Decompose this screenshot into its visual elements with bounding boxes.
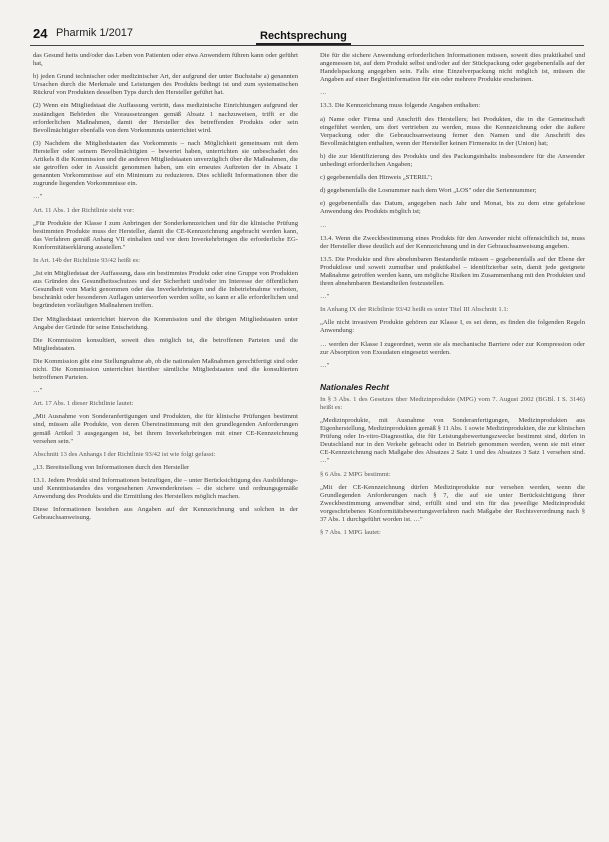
list-item: a) Name oder Firma und Anschrift des Herstellers; bei Produkten, die in die Gemeinschaft eingeführt werden, um dort vertrieben zu werden, muss die Kennzeichnung oder die äußere Verpackung oder die Gebrauchsanweisung ferner den Namen und die Anschrift des Bevollmächtigten enthalten, wenn der Hersteller keinen Firmensitz in der (Union) hat; [320,115,585,147]
paragraph: Art. 11 Abs. 1 der Richtlinie sieht vor: [33,206,135,214]
right-column [320,52,585,542]
list-item: b) die zur Identifizierung des Produkts und des Packungsinhalts insbesondere für die Anwender unbedingt erforderlichen Angaben; [320,152,585,169]
paragraph: 13.4. Wenn die Zweckbestimmung eines Produkts für den Anwender nicht offensichtlich ist, muss der Hersteller diese deutlich auf der Kennzeichnung und in der Gebrauchsanweisung angeben. [320,234,585,250]
journal-title: Pharmik 1/2017 [56,27,134,39]
paragraph: das Gesund heits und/oder das Leben von Patienten oder etwa Anwendern führen kann oder geführt hat, [33,52,298,68]
ellipsis-marker: … [320,89,327,97]
paragraph: (2) Wenn ein Mitgliedstaat die Auffassung vertritt, dass medizinische Einrichtungen aufgrund der zuständigen Behörden die Voraussetzungen gemäß Absatz 1 nachzuweisen, trifft er die erforderlichen Maßnahmen, damit der Hersteller des betreffenden Produkts oder sein Bevollmächtigter ebenfalls von dem Vorkommnis unterrichtet wird. [33,102,298,134]
quote-paragraph: „Für Produkte der Klasse I zum Anbringen der Sonderkennzeichen und für die klinische Prüfung bestimmten Produkte muss der Hersteller, damit die CE-Kennzeichnung angebracht werden kann, das Verfahren gemäß Anhang VII einhalten und vor dem Inverkehrbringen die erforderliche EG-Konformitätserklärung ausstellen." [33,219,298,251]
quote-paragraph: „Mit Ausnahme von Sonderanfertigungen und Produkten, die für klinische Prüfungen bestimmt sind, müssen alle Produkte, von deren Übereinstimmung mit den grundlegenden Anforderungen gemäß Artikel 3 ausgegangen ist, bei ihrem Inverkehrbringen mit einer CE-Kennzeichnung versehen sein." [33,413,298,445]
paragraph: Art. 17 Abs. 1 dieser Richtlinie lautet: [33,400,134,408]
quote-paragraph: „13. Bereitstellung von Informationen durch den Hersteller [33,463,190,471]
page-header [0,0,609,48]
page-number: 24 [33,26,48,41]
quote-paragraph: „Ist ein Mitgliedstaat der Auffassung, dass ein bestimmtes Produkt oder eine Gruppe von Produkten aus Gründen des Gesundheitsschutzes und der Sicherheit und/oder im Interesse der öffentlichen Gesundheit vom Markt genommen oder das Inverkehrbringen und die Inbetriebnahme verboten, beschränkt oder besonderen Auflagen unterworfen werden sollte, so kann er alle erforderlichen und begründeten vorläufigen Maßnahmen treffen. [33,270,298,310]
paragraph: 13.3. Die Kennzeichnung muss folgende Angaben enthalten: [320,102,481,110]
paragraph: 13.5. Die Produkte und ihre abnehmbaren Bestandteile müssen – gegebenenfalls auf der Ebene der Produktlose und soweit zumutbar und praktikabel – identifizierbar sein, damit jede geeignete Maßnahme getroffen werden kann, um mögliche Risiken im Zusammenhang mit den Produkten und ihren abnehmbaren Bestandteilen festzustellen. [320,255,585,288]
quote-paragraph: „Mit der CE-Kennzeichnung dürfen Medizinprodukte nur versehen werden, wenn die Grundlegenden Anforderungen nach § 7, die auf sie unter Berücksichtigung ihrer Zweckbestimmung anwendbar sind, erfüllt sind und ein für das jeweilige Medizinprodukt vorgeschriebenes Konformitätsbewertungsverfahren nach Maßgabe der Rechtsverordnung nach § 37 Abs. 1 durchgeführt worden ist. …" [320,483,585,524]
ellipsis-marker: …" [320,293,330,301]
section-title: Rechtsprechung [256,30,351,45]
paragraph: Die für die sichere Anwendung erforderlichen Informationen müssen, soweit dies praktikabel und angemessen ist, auf dem Produkt selbst und/oder auf der Stückpackung oder gegebenenfalls auf der Handelspackung angegeben sein. Falls eine Einzelverpackung nicht möglich ist, müssen die Angaben auf einer Begleitinformation für ein oder mehrere Produkte erscheinen. [320,52,585,84]
list-item: c) gegebenenfalls den Hinweis „STERIL"; [320,174,433,182]
ellipsis-marker: …" [33,193,43,201]
paragraph: § 6 Abs. 2 MPG bestimmt: [320,470,391,478]
paragraph: Abschnitt 13 des Anhangs I der Richtlinie 93/42 ist wie folgt gefasst: [33,450,216,458]
paragraph: (3) Nachdem die Mitgliedstaaten das Vorkommnis – nach Möglichkeit gemeinsam mit dem Hersteller oder seinem Bevollmächtigten – bewertet haben, unterrichten sie unbeschadet des Artikels 8 die Kommission und die anderen Mitgliedstaaten unverzüglich über die Maßnahmen, die sie getroffen oder in Aussicht genommen haben, um ein erneutes Auftreten der in Absatz 1 genannten Vorkommnisse auf ein Minimum zu reduzieren. Dies schließt Informationen über die zugrunde liegenden Vorkommnisse ein. [33,139,298,188]
quote-paragraph: 13.1. Jedem Produkt sind Informationen beizufügen, die – unter Berücksichtigung des Ausbildungs- und Kenntnisstandes des vorgesehenen Anwenderkreises – die sichere und ordnungsgemäße Anwendung des Produkts und die Ermittlung des Herstellers möglich machen. [33,476,298,501]
list-item: d) gegebenenfalls die Losnummer nach dem Wort „LOS" oder die Seriennummer; [320,187,537,195]
quote-paragraph: Die Kommission gibt eine Stellungnahme ab, ob die nationalen Maßnahmen gerechtfertigt sind oder nicht. Die Kommission unterrichtet hierüber sämtliche Mitgliedstaaten und die konsultierten betroffenen Parteien. [33,357,298,382]
paragraph: In Art. 14b der Richtlinie 93/42 heißt es: [33,256,140,264]
left-column [33,52,298,527]
quote-paragraph: „Alle nicht invasiven Produkte gehören zur Klasse I, es sei denn, es finden die folgenden Regeln Anwendung: [320,319,585,335]
quote-paragraph: „Medizinprodukte, mit Ausnahme von Sonderanfertigungen, Medizinprodukten aus Eigenherstellung, Medizinprodukten gemäß § 11 Abs. 1 sowie Medizinprodukten, die zur klinischen Prüfung oder In-vitro-Diagnostika, die für Leistungsbewertungszwecke bestimmt sind, dürfen in Deutschland nur in den Verkehr gebracht oder in Betrieb genommen werden, wenn sie mit einer CE-Kennzeichnung nach Maßgabe des Absatzes 2 Satz 1 und des Absatzes 3 Satz 1 versehen sind. …" [320,417,585,465]
paragraph: In § 3 Abs. 1 des Gesetzes über Medizinprodukte (MPG) vom 7. August 2002 (BGBl. I S. 3146) heißt es: [320,395,585,411]
header-rule [30,45,584,46]
ellipsis-marker: …" [33,387,43,395]
quote-paragraph: Der Mitgliedstaat unterrichtet hiervon die Kommission und die übrigen Mitgliedstaaten unter Angabe der Gründe für seine Entscheidung. [33,315,298,331]
quote-paragraph: Diese Informationen bestehen aus Angaben auf der Kennzeichnung und solchen in der Gebrauchsanweisung. [33,506,298,522]
paragraph: In Anhang IX der Richtlinie 93/42 heißt es unter Titel III Abschnitt 1.1: [320,306,509,314]
quote-paragraph: … werden der Klasse I zugeordnet, wenn sie als mechanische Barriere oder zur Kompression oder zur Absorption von Exsudaten eingesetzt werden. [320,340,585,356]
ellipsis-marker: … [320,221,327,229]
section-heading: Nationales Recht [320,381,389,392]
paragraph: § 7 Abs. 1 MPG lautet: [320,529,381,537]
ellipsis-marker: …" [320,361,330,369]
paragraph: b) jeden Grund technischer oder medizinischer Art, der aufgrund der unter Buchstabe a) genannten Ursachen durch die Merkmale und Leistungen des Produkts bedingt ist und zum systematischen Rückruf von Produkten desselben Typs durch den Hersteller geführt hat. [33,73,298,97]
quote-paragraph: Die Kommission konsultiert, soweit dies möglich ist, die betroffenen Parteien und die Mitgliedstaaten. [33,336,298,352]
list-item: e) gegebenenfalls das Datum, angegeben nach Jahr und Monat, bis zu dem eine gefahrlose Anwendung des Produkts möglich ist; [320,200,585,216]
